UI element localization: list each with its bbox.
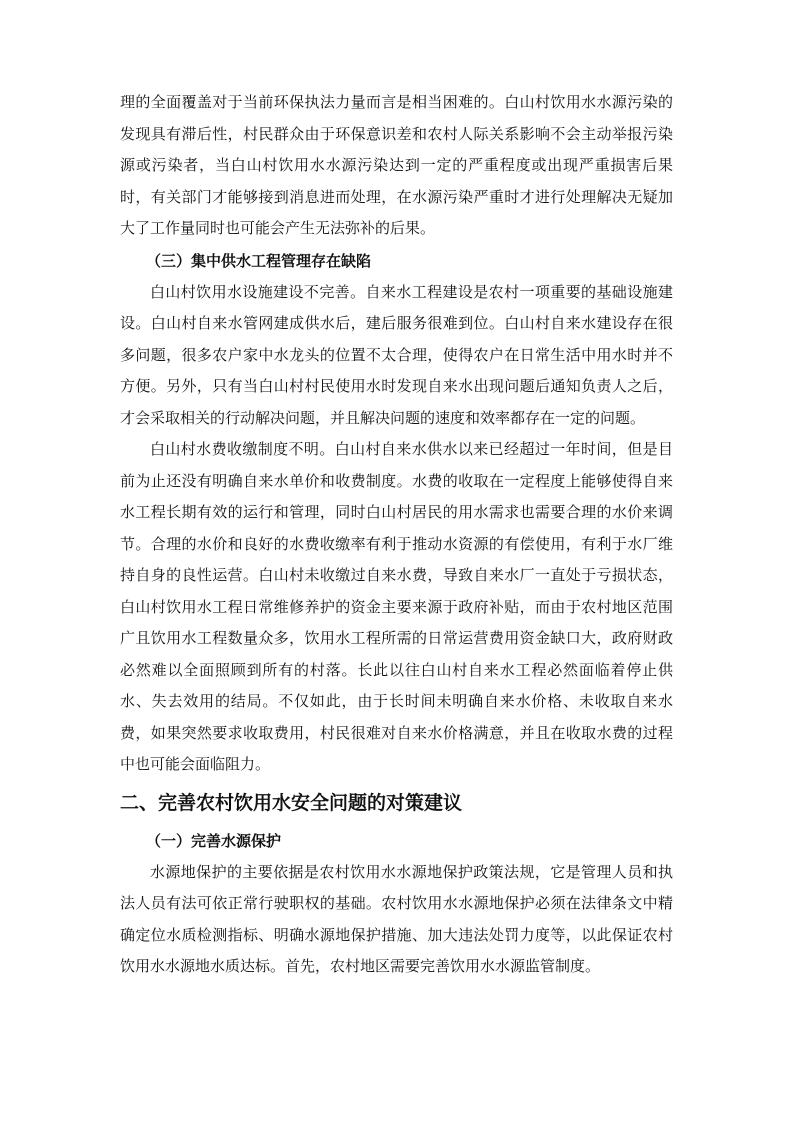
paragraph-pollution-continuation: 理的全面覆盖对于当前环保执法力量而言是相当困难的。白山村饮用水水源污染的发现具有滞后性，村民群众由于环保意识差和农村人际关系影响不会主动举报污染源或污染者，当白山村饮用水水源污染达到一定的严重程度或出现严重损害后果时，有关部门才能够接到消息进而处理，在水源污染严重时才进行处理解决无疑加大了工作量同时也可能会产生无法弥补的后果。 xyxy=(120,93,673,237)
section-heading-countermeasures: 二、完善农村饮用水安全问题的对策建议 xyxy=(120,791,463,814)
paragraph-facilities: 白山村饮用水设施建设不完善。自来水工程建设是农村一项重要的基础设施建设。白山村自来水管网建成供水后，建后服务很难到位。白山村自来水建设存在很多问题，很多农户家中水龙头的位置不太合理，使得农户在日常生活中用水时并不方便。另外，只有当白山村村民使用水时发现自来水出现问题后通知负责人之后，才会采取相关的行动解决问题，并且解决问题的速度和效率都存在一定的问题。 xyxy=(120,282,673,427)
subheading-water-source-protection: （一）完善水源保护 xyxy=(146,831,282,850)
subheading-water-supply-defects: （三）集中供水工程管理存在缺陷 xyxy=(146,251,372,270)
paragraph-source-protection: 水源地保护的主要依据是农村饮用水水源地保护政策法规，它是管理人员和执法人员有法可依正常行驶职权的基础。农村饮用水水源地保护必须在法律条文中精确定位水质检测指标、明确水源地保护措施、加大违法处罚力度等，以此保证农村饮用水水源地水质达标。首先，农村地区需要完善饮用水水源监管制度。 xyxy=(120,862,673,975)
paragraph-water-fees: 白山村水费收缴制度不明。白山村自来水供水以来已经超过一年时间，但是目前为止还没有明确自来水单价和收费制度。水费的收取在一定程度上能够使得自来水工程长期有效的运行和管理，同时白山村居民的用水需求也需要合理的水价来调节。合理的水价和良好的水费收缴率有利于推动水资源的有偿使用，有利于水厂维持自身的良性运营。白山村未收缴过自来水费，导致自来水厂一直处于亏损状态，白山村饮用水工程日常维修养护的资金主要来源于政府补贴，而由于农村地区范围广且饮用水工程数量众多，饮用水工程所需的日常运营费用资金缺口大，政府财政必然难以全面照顾到所有的村落。长此以往白山村自来水工程必然面临着停止供水、失去效用的结局。不仅如此，由于长时间未明确自来水价格、未收取自来水费，如果突然要求收取费用，村民很难对自来水价格满意，并且在收取水费的过程中也可能会面临阻力。 xyxy=(120,440,673,773)
